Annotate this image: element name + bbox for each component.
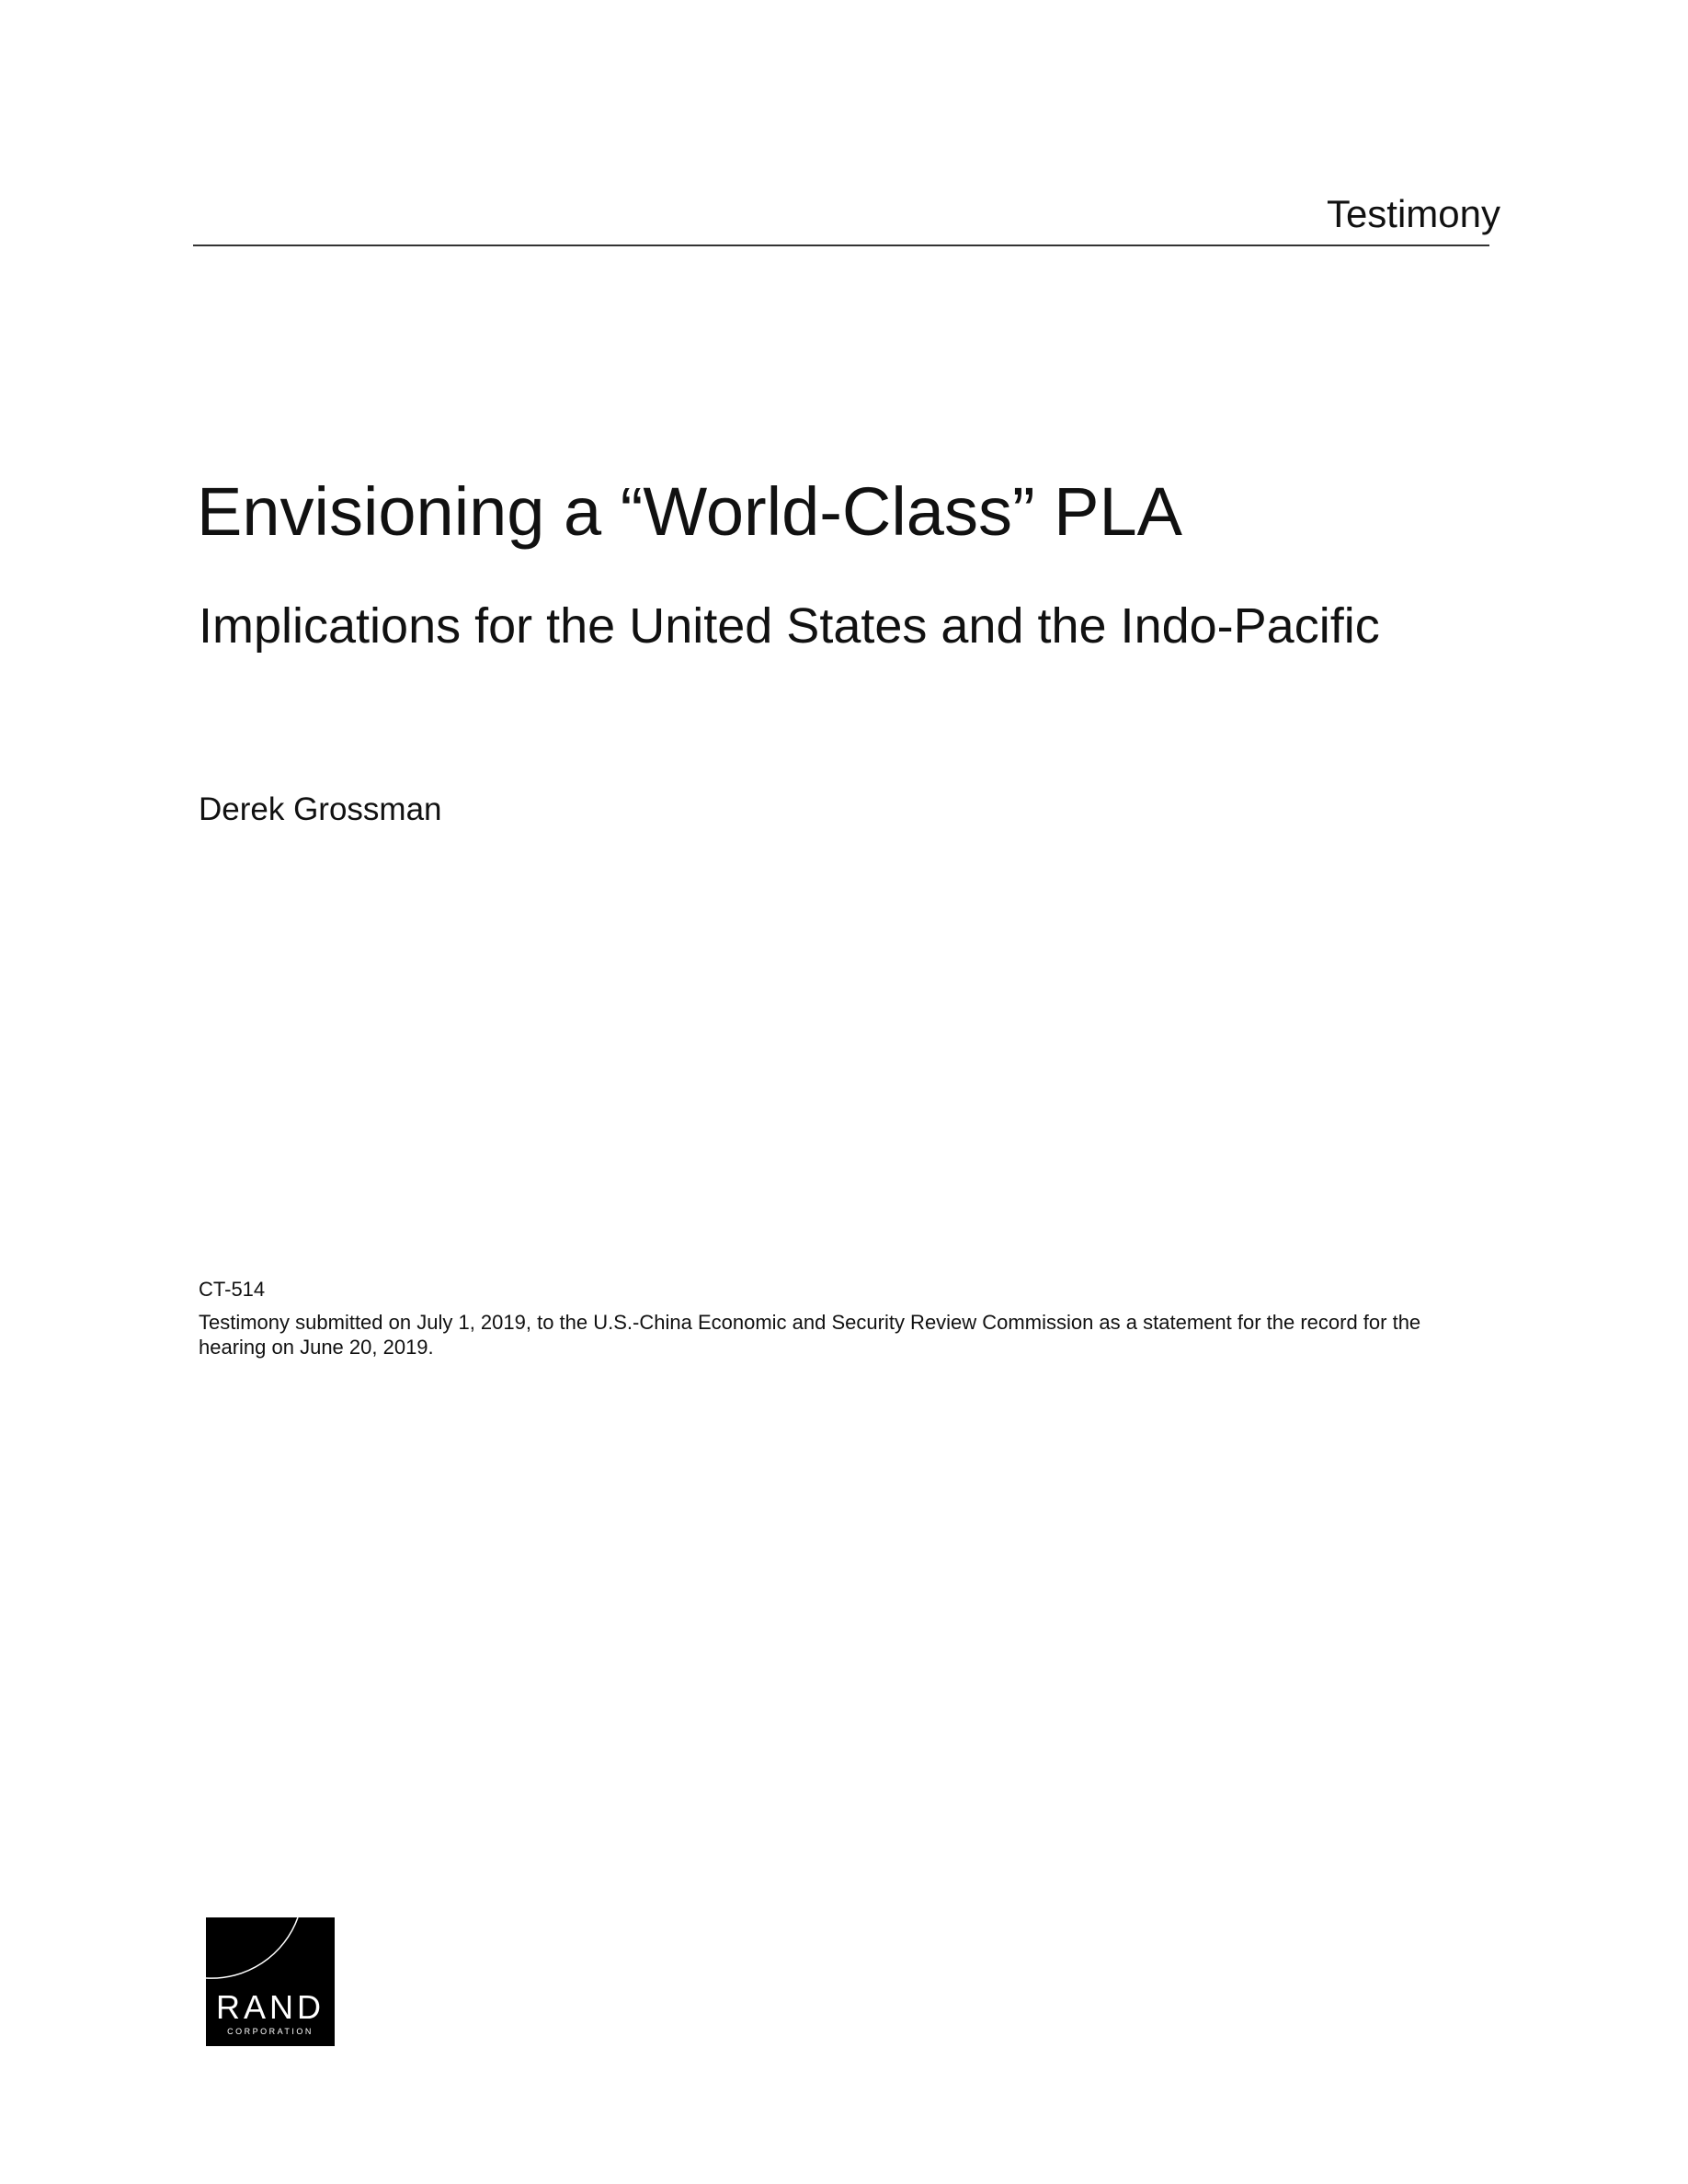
logo-subtext: CORPORATION xyxy=(227,2027,314,2036)
document-type-label: Testimony xyxy=(1326,192,1500,235)
author-name: Derek Grossman xyxy=(199,791,442,827)
testimony-statement: Testimony submitted on July 1, 2019, to the U.S.-China Economic and Security Review Commission as a statement for the record for the hearing on June 20, 2019. xyxy=(199,1311,1421,1359)
header-rule xyxy=(193,245,1489,246)
rand-logo xyxy=(206,1917,335,2046)
logo-wordmark: RAND xyxy=(215,1988,325,2026)
document-title: Envisioning a “World-Class” PLA xyxy=(197,473,1183,550)
document-number: CT-514 xyxy=(199,1278,266,1301)
document-subtitle: Implications for the United States and the Indo-Pacific xyxy=(199,598,1380,654)
